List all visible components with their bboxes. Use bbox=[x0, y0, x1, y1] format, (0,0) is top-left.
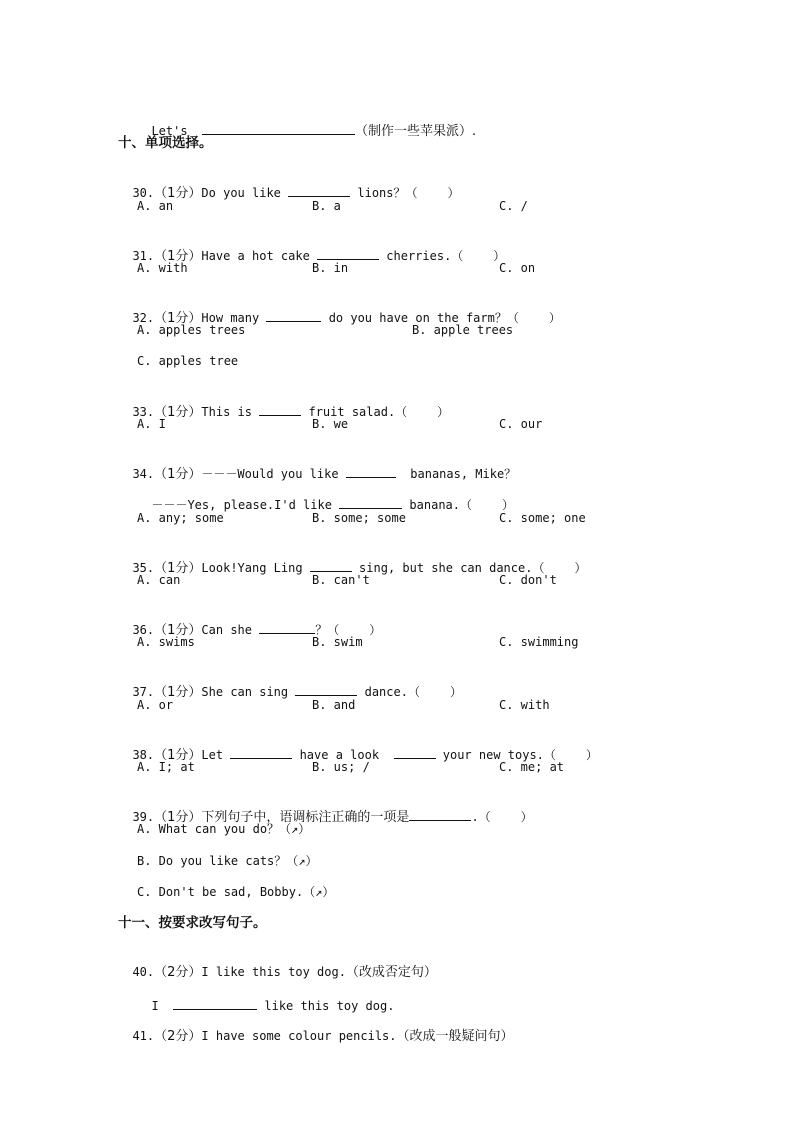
question-instruction: （改成一般疑问句） bbox=[396, 1029, 514, 1044]
question-32 bbox=[118, 290, 561, 326]
question-score: （2分） bbox=[154, 965, 202, 980]
question-score: （1分） bbox=[154, 467, 202, 482]
question-text: bananas, Mike？ bbox=[410, 467, 517, 481]
paren-close: ） bbox=[520, 810, 533, 824]
option-b[interactable]: B. some; some bbox=[312, 511, 406, 525]
option-c[interactable]: C. our bbox=[499, 417, 543, 431]
question-number: 38. bbox=[132, 748, 155, 762]
paren-close: ） bbox=[493, 249, 506, 263]
option-c[interactable]: C. me; at bbox=[499, 760, 565, 774]
option-b[interactable]: B. in bbox=[312, 261, 349, 275]
option-c[interactable]: C. / bbox=[499, 199, 528, 213]
question-number: 35. bbox=[132, 561, 155, 575]
question-text: dance.（ bbox=[364, 685, 420, 699]
answer-blank[interactable] bbox=[288, 183, 350, 197]
question-30 bbox=[118, 165, 460, 201]
question-text: have a look bbox=[299, 748, 380, 762]
question-number: 33. bbox=[132, 405, 155, 419]
question-35 bbox=[118, 540, 587, 576]
question-number: 37. bbox=[132, 685, 155, 699]
question-number: 32. bbox=[132, 311, 155, 325]
question-text: lions？（ bbox=[357, 186, 418, 200]
paren-close: ） bbox=[449, 685, 462, 699]
option-c[interactable]: C. with bbox=[499, 698, 550, 712]
question-text: I have some colour pencils. bbox=[201, 1029, 397, 1043]
question-number: 30. bbox=[132, 186, 155, 200]
question-number: 40. bbox=[132, 965, 155, 979]
question-score: （2分） bbox=[154, 1029, 202, 1044]
question-text: Have a hot cake bbox=[201, 249, 310, 263]
question-text: .（ bbox=[471, 810, 491, 824]
option-a[interactable]: A. apples trees bbox=[137, 323, 246, 337]
option-a[interactable]: A. What can you do？（↗） bbox=[137, 822, 311, 836]
question-instruction: （改成否定句） bbox=[345, 965, 437, 980]
paren-close: ） bbox=[437, 405, 450, 419]
paren-close: ） bbox=[574, 561, 587, 575]
question-number: 31. bbox=[132, 249, 155, 263]
answer-blank[interactable] bbox=[394, 745, 436, 759]
question-number: 39. bbox=[132, 810, 155, 824]
question-text: your new toys.（ bbox=[442, 748, 556, 762]
answer-blank[interactable] bbox=[346, 464, 396, 478]
paren-close: ） bbox=[548, 311, 561, 325]
answer-blank[interactable] bbox=[259, 402, 301, 416]
question-score: （1分） bbox=[154, 748, 202, 763]
question-text: －－－Yes, please.I'd like bbox=[151, 498, 332, 512]
question-38 bbox=[118, 727, 598, 763]
question-40-answer-line bbox=[137, 978, 395, 1013]
question-score: （1分） bbox=[154, 685, 202, 700]
question-score: （1分） bbox=[154, 311, 202, 326]
question-score: （1分） bbox=[154, 810, 202, 825]
paren-close: ） bbox=[502, 498, 515, 512]
option-c[interactable]: C. some; one bbox=[499, 511, 586, 525]
intro-hint: （制作一些苹果派）. bbox=[355, 124, 477, 139]
question-text: cherries.（ bbox=[386, 249, 464, 263]
paren-close: ） bbox=[369, 623, 382, 637]
answer-blank[interactable] bbox=[317, 246, 379, 260]
question-31 bbox=[118, 228, 506, 264]
question-score: （1分） bbox=[154, 186, 202, 201]
option-b[interactable]: B. apple trees bbox=[412, 323, 514, 337]
paren-close: ） bbox=[447, 186, 460, 200]
answer-blank[interactable] bbox=[295, 682, 357, 696]
question-text: I like this toy dog. bbox=[201, 965, 346, 979]
answer-blank[interactable] bbox=[409, 807, 471, 821]
question-score: （1分） bbox=[154, 623, 202, 638]
question-34-line2 bbox=[137, 477, 515, 512]
option-a[interactable]: A. any; some bbox=[137, 511, 224, 525]
option-b[interactable]: B. a bbox=[312, 199, 341, 213]
option-b[interactable]: B. swim bbox=[312, 635, 363, 649]
option-a[interactable]: A. or bbox=[137, 698, 174, 712]
question-39 bbox=[118, 789, 533, 825]
question-text: banana.（ bbox=[409, 498, 472, 512]
question-33 bbox=[118, 384, 450, 420]
answer-prefix: I bbox=[151, 999, 159, 1013]
question-37 bbox=[118, 664, 462, 700]
question-text: Do you like bbox=[201, 186, 281, 200]
section-heading-single-choice: 十、单项选择。 bbox=[118, 135, 213, 151]
option-c[interactable]: C. don't bbox=[499, 573, 557, 587]
answer-blank[interactable] bbox=[202, 121, 355, 135]
question-text: Can she bbox=[201, 623, 252, 637]
question-36 bbox=[118, 602, 382, 638]
answer-suffix: like this toy dog. bbox=[264, 999, 395, 1013]
paren-close: ） bbox=[585, 748, 598, 762]
question-text: She can sing bbox=[201, 685, 289, 699]
question-text: －－－Would you like bbox=[201, 467, 339, 481]
option-a[interactable]: A. with bbox=[137, 261, 188, 275]
option-c[interactable]: C. on bbox=[499, 261, 536, 275]
question-number: 36. bbox=[132, 623, 155, 637]
option-a[interactable]: A. an bbox=[137, 199, 174, 213]
section-heading-rewrite-sentences: 十一、按要求改写句子。 bbox=[118, 915, 267, 931]
question-text: do you have on the farm？（ bbox=[328, 311, 519, 325]
answer-blank[interactable] bbox=[259, 620, 315, 634]
question-score: （1分） bbox=[154, 249, 202, 264]
question-text: ？（ bbox=[315, 623, 340, 637]
question-text: Let bbox=[201, 748, 224, 762]
option-c[interactable]: C. apples tree bbox=[137, 354, 239, 368]
question-text: 下列句子中，语调标注正确的一项是 bbox=[201, 810, 410, 825]
question-number: 34. bbox=[132, 467, 155, 481]
option-b[interactable]: B. can't bbox=[312, 573, 370, 587]
question-text: How many bbox=[201, 311, 260, 325]
answer-blank[interactable] bbox=[173, 996, 257, 1010]
question-number: 41. bbox=[132, 1029, 155, 1043]
question-text: Look!Yang Ling bbox=[201, 561, 303, 575]
question-text: This is bbox=[201, 405, 252, 419]
question-34 bbox=[118, 446, 517, 482]
option-b[interactable]: B. us; / bbox=[312, 760, 370, 774]
question-text: fruit salad.（ bbox=[308, 405, 408, 419]
option-a[interactable]: A. can bbox=[137, 573, 181, 587]
option-b[interactable]: B. Do you like cats？（↗） bbox=[137, 854, 318, 868]
question-score: （1分） bbox=[154, 405, 202, 420]
option-c[interactable]: C. swimming bbox=[499, 635, 579, 649]
answer-blank[interactable] bbox=[339, 495, 402, 509]
option-a[interactable]: A. swims bbox=[137, 635, 195, 649]
question-40 bbox=[118, 945, 437, 980]
answer-blank[interactable] bbox=[266, 308, 321, 322]
question-score: （1分） bbox=[154, 561, 202, 576]
option-a[interactable]: A. I; at bbox=[137, 760, 195, 774]
option-b[interactable]: B. we bbox=[312, 417, 349, 431]
answer-blank[interactable] bbox=[230, 745, 292, 759]
question-41 bbox=[118, 1009, 514, 1044]
option-a[interactable]: A. I bbox=[137, 417, 166, 431]
option-b[interactable]: B. and bbox=[312, 698, 356, 712]
question-text: sing, but she can dance.（ bbox=[359, 561, 545, 575]
intro-prefix: Let's bbox=[151, 124, 188, 138]
answer-blank[interactable] bbox=[310, 558, 352, 572]
option-c[interactable]: C. Don't be sad, Bobby.（↗） bbox=[137, 885, 335, 899]
intro-line bbox=[137, 103, 477, 139]
